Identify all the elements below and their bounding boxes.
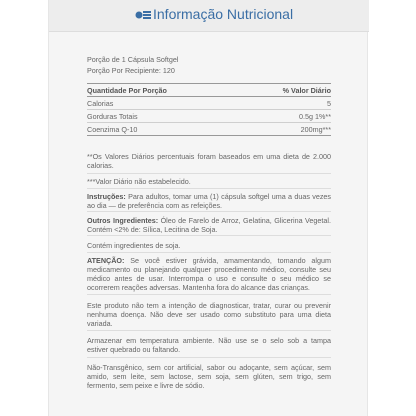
nutrient-value: 0.5g 1%** (299, 111, 331, 121)
other-ingredients (87, 216, 331, 234)
instructions-label: Instruções: (87, 192, 126, 201)
divider (87, 252, 331, 253)
other-ingredients-text: Óleo de Farelo de Arroz, Gelatina, Glicerina Vegetal. Contém <2% de: Sílica, Lecitina de Soja. (87, 216, 331, 234)
nutrient-name: Calorias (87, 98, 114, 108)
nutrition-info-icon (135, 9, 151, 21)
nutrient-name: Gorduras Totais (87, 111, 138, 121)
divider (87, 357, 331, 358)
table-row (87, 123, 331, 136)
allergen-statement: Contém ingredientes de soja. (87, 241, 181, 250)
table-header-row (87, 84, 331, 97)
servings-per-container: Porção Por Recipiente: 120 (87, 66, 175, 75)
divider (87, 173, 331, 174)
divider (87, 330, 331, 331)
nutrient-value: 5 (327, 98, 331, 108)
warning-text: Se você estiver grávida, amamentando, tomando algum medicamento ou planejando qualquer procedimento médico, consulte seu médico antes de usar. Interrompa o uso e consulte o seu médico se ocorrerem reações adversas. Mantenha fora do alcance das crianças. (87, 256, 331, 292)
table-row (87, 97, 331, 110)
col-dv-header: % Valor Diário (282, 85, 331, 95)
warning (87, 256, 331, 292)
free-from-list: Não-Transgênico, sem cor artificial, sabor ou adoçante, sem açúcar, sem amido, sem leite, sem lactose, sem soja, sem glúten, sem trigo, sem fermento, sem peixe e livre de sódio. (87, 363, 331, 390)
nutrient-name: Coenzima Q-10 (87, 124, 138, 134)
no-daily-value-note: ***Valor Diário não estabelecido. (87, 177, 191, 186)
daily-value-note: **Os Valores Diários percentuais foram baseados em uma dieta de 2.000 calorias. (87, 152, 331, 170)
serving-size: Porção de 1 Cápsula Softgel (87, 55, 179, 64)
divider (87, 211, 331, 212)
other-ingredients-label: Outros Ingredientes: (87, 216, 159, 225)
storage-instructions: Armazenar em temperatura ambiente. Não use se o selo sob a tampa estiver quebrado ou faltando. (87, 336, 331, 354)
divider (87, 294, 331, 295)
divider (87, 188, 331, 189)
instructions (87, 192, 331, 210)
table-row (87, 110, 331, 123)
nutrition-facts-table (87, 83, 331, 136)
col-amount-header: Quantidade Por Porção (87, 85, 167, 95)
nutrient-value: 200mg*** (300, 124, 331, 134)
warning-label: ATENÇÃO: (87, 256, 125, 265)
panel-header (49, 0, 369, 32)
instructions-text: Para adultos, tomar uma (1) cápsula softgel uma a duas vezes ao dia — de preferência com as refeições. (87, 192, 332, 210)
nutrition-panel (48, 0, 368, 416)
disclaimer: Este produto não tem a intenção de diagnosticar, tratar, curar ou prevenir nenhuma doença. Não deve ser usado como substituto para uma dieta variada. (87, 301, 331, 328)
serving-info (87, 55, 331, 77)
panel-title: Informação Nutricional (153, 6, 294, 22)
nutrition-content (87, 55, 332, 390)
divider (87, 235, 331, 236)
